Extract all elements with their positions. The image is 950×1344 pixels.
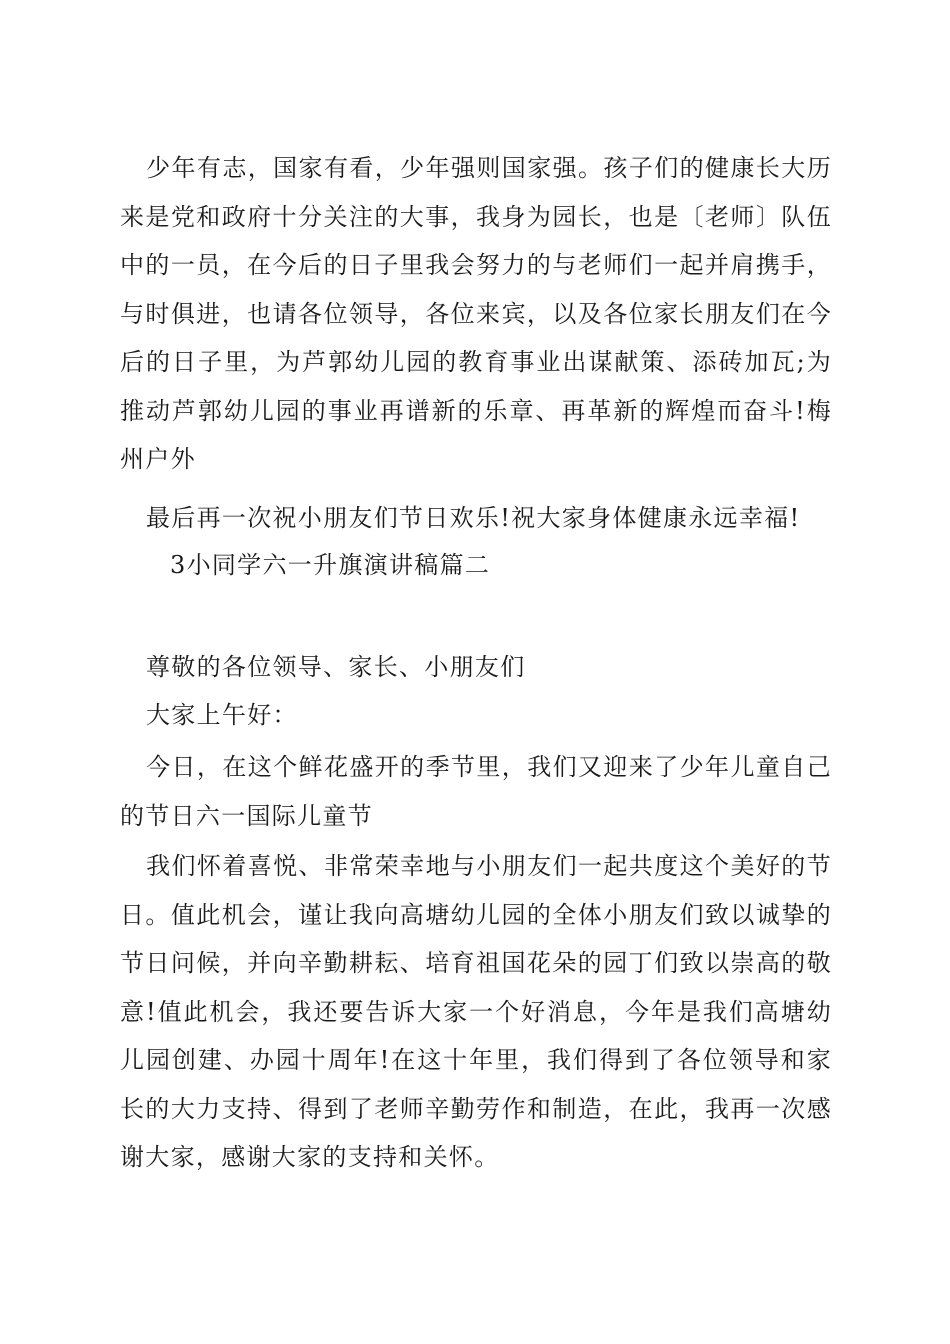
paragraph-text: 少年有志，国家有看，少年强则国家强。孩子们的健康长大历来是党和政府十分关注的大事，我身为园长，也是〔老师〕队伍中的一员，在今后的日子里我会努力的与老师们一起并肩携手，与时俱进，也请各位领导，各位来宾，以及各位家长朋友们在今后的日子里，为芦郭幼儿园的教育事业出谋献策、添砖加瓦;为推动芦郭幼儿园的事业再谱新的乐章、再革新的辉煌而奋斗!梅州户外 bbox=[120, 154, 832, 473]
paragraph-childrens-day bbox=[120, 743, 832, 840]
paragraph-closing-remarks bbox=[120, 144, 832, 484]
paragraph-final-wishes: 最后再一次祝小朋友们节日欢乐!祝大家身体健康永远幸福! bbox=[146, 504, 801, 532]
paragraph-anniversary bbox=[120, 842, 832, 1182]
paragraph-text: 我们怀着喜悦、非常荣幸地与小朋友们一起共度这个美好的节日。值此机会，谨让我向高塘幼儿园的全体小朋友们致以诚挚的节日问候，并向辛勤耕耘、培育祖国花朵的园丁们致以崇高的敬意!值此机会，我还要告诉大家一个好消息，今年是我们高塘幼儿园创建、办园十周年!在这十年里，我们得到了各位领导和家长的大力支持、得到了老师辛勤劳作和制造，在此，我再一次感谢大家，感谢大家的支持和关怀。 bbox=[120, 852, 832, 1171]
greeting: 大家上午好： bbox=[146, 701, 298, 729]
section-heading: 3小同学六一升旗演讲稿篇二 bbox=[170, 551, 491, 579]
salutation: 尊敬的各位领导、家长、小朋友们 bbox=[146, 653, 526, 681]
paragraph-text: 今日，在这个鲜花盛开的季节里，我们又迎来了少年儿童自己的节日六一国际儿童节 bbox=[120, 753, 832, 830]
